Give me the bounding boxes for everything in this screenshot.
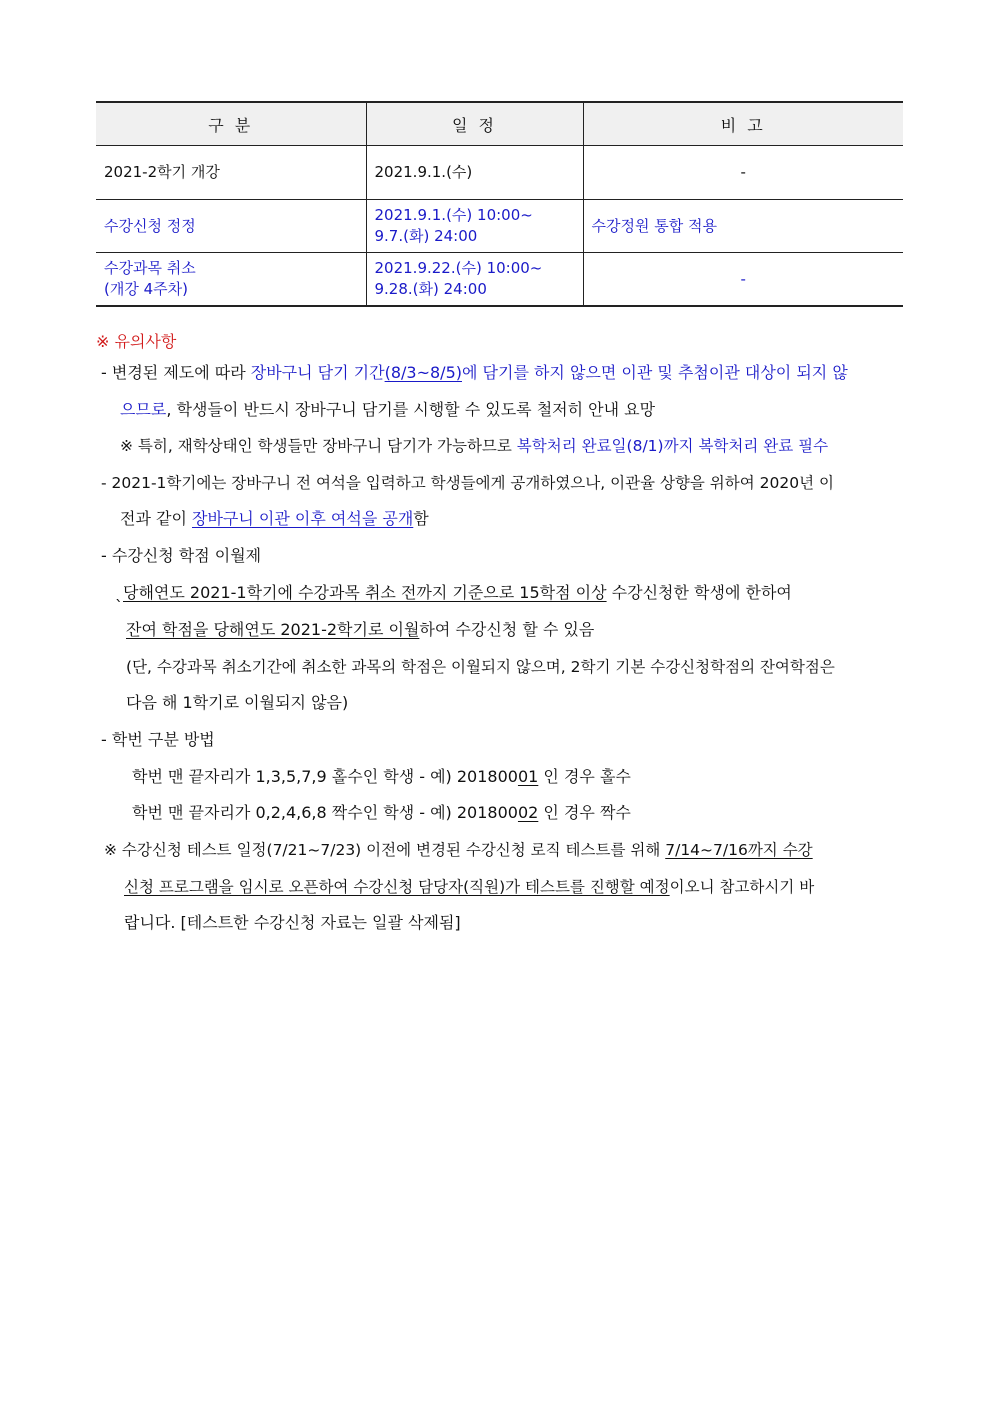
note-student-id-odd: 학번 맨 끝자리가 1,3,5,7,9 홀수인 학생 - 예) 20180001 인 경우 홀수	[132, 767, 631, 786]
header-note: 비 고	[583, 102, 903, 146]
cell-category: 수강과목 취소 (개강 4주차)	[96, 253, 366, 307]
note-test-line-3: 랍니다. [테스트한 수강신청 자료는 일괄 삭제됨]	[124, 913, 461, 932]
note-test-line-1: ※ 수강신청 테스트 일정(7/21~7/23) 이전에 변경된 수강신청 로직 테스트를 위해 7/14~7/16까지 수강	[104, 841, 813, 859]
note-reinstatement: ※ 특히, 재학상태인 학생들만 장바구니 담기가 가능하므로 복학처리 완료일(8/1)까지 복학처리 완료 필수	[120, 437, 829, 455]
note-carryover-line-1: ˎ당해연도 2021-1학기에 수강과목 취소 전까지 기준으로 15학점 이상 수강신청한 학생에 한하여	[115, 583, 792, 602]
note-cart-line-1: - 변경된 제도에 따라 장바구니 담기 기간(8/3~8/5)에 담기를 하지 않으면 이관 및 추첨이관 대상이 되지 않	[101, 363, 848, 382]
note-test-line-2: 신청 프로그램을 임시로 오픈하여 수강신청 담당자(직원)가 테스트를 진행할 예정이오니 참고하시기 바	[124, 878, 815, 896]
notes-title: ※ 유의사항	[96, 332, 177, 351]
cell-note: -	[583, 146, 903, 200]
table-row	[96, 253, 903, 307]
cell-schedule: 2021.9.1.(수)	[366, 146, 583, 200]
cell-category: 2021-2학기 개강	[96, 146, 366, 200]
note-carryover-line-4: 다음 해 1학기로 이월되지 않음)	[126, 693, 349, 712]
note-cart-line-2: 으므로, 학생들이 반드시 장바구니 담기를 시행할 수 있도록 철저히 안내 요망	[120, 400, 656, 419]
cell-schedule: 2021.9.1.(수) 10:00~ 9.7.(화) 24:00	[366, 200, 583, 253]
cell-schedule: 2021.9.22.(수) 10:00~ 9.28.(화) 24:00	[366, 253, 583, 307]
cell-category: 수강신청 정정	[96, 200, 366, 253]
table-row	[96, 200, 903, 253]
note-carryover-title: - 수강신청 학점 이월제	[101, 546, 262, 565]
table-row	[96, 146, 903, 200]
note-carryover-line-3: (단, 수강과목 취소기간에 취소한 과목의 학점은 이월되지 않으며, 2학기 기본 수강신청학점의 잔여학점은	[126, 658, 835, 676]
note-student-id-even: 학번 맨 끝자리가 0,2,4,6,8 짝수인 학생 - 예) 20180002 인 경우 짝수	[132, 803, 631, 822]
header-schedule: 일 정	[366, 102, 583, 146]
note-vacancy-line-1: - 2021-1학기에는 장바구니 전 여석을 입력하고 학생들에게 공개하였으나, 이관율 상향을 위하여 2020년 이	[101, 474, 834, 492]
note-carryover-line-2: 잔여 학점을 당해연도 2021-2학기로 이월하여 수강신청 할 수 있음	[126, 620, 595, 639]
schedule-table	[96, 101, 903, 307]
table-header-row	[96, 102, 903, 146]
note-vacancy-line-2: 전과 같이 장바구니 이관 이후 여석을 공개함	[120, 509, 429, 528]
cell-note: 수강정원 통합 적용	[583, 200, 903, 253]
header-category: 구 분	[96, 102, 366, 146]
cell-note: -	[583, 253, 903, 307]
note-student-id-title: - 학번 구분 방법	[101, 730, 215, 749]
